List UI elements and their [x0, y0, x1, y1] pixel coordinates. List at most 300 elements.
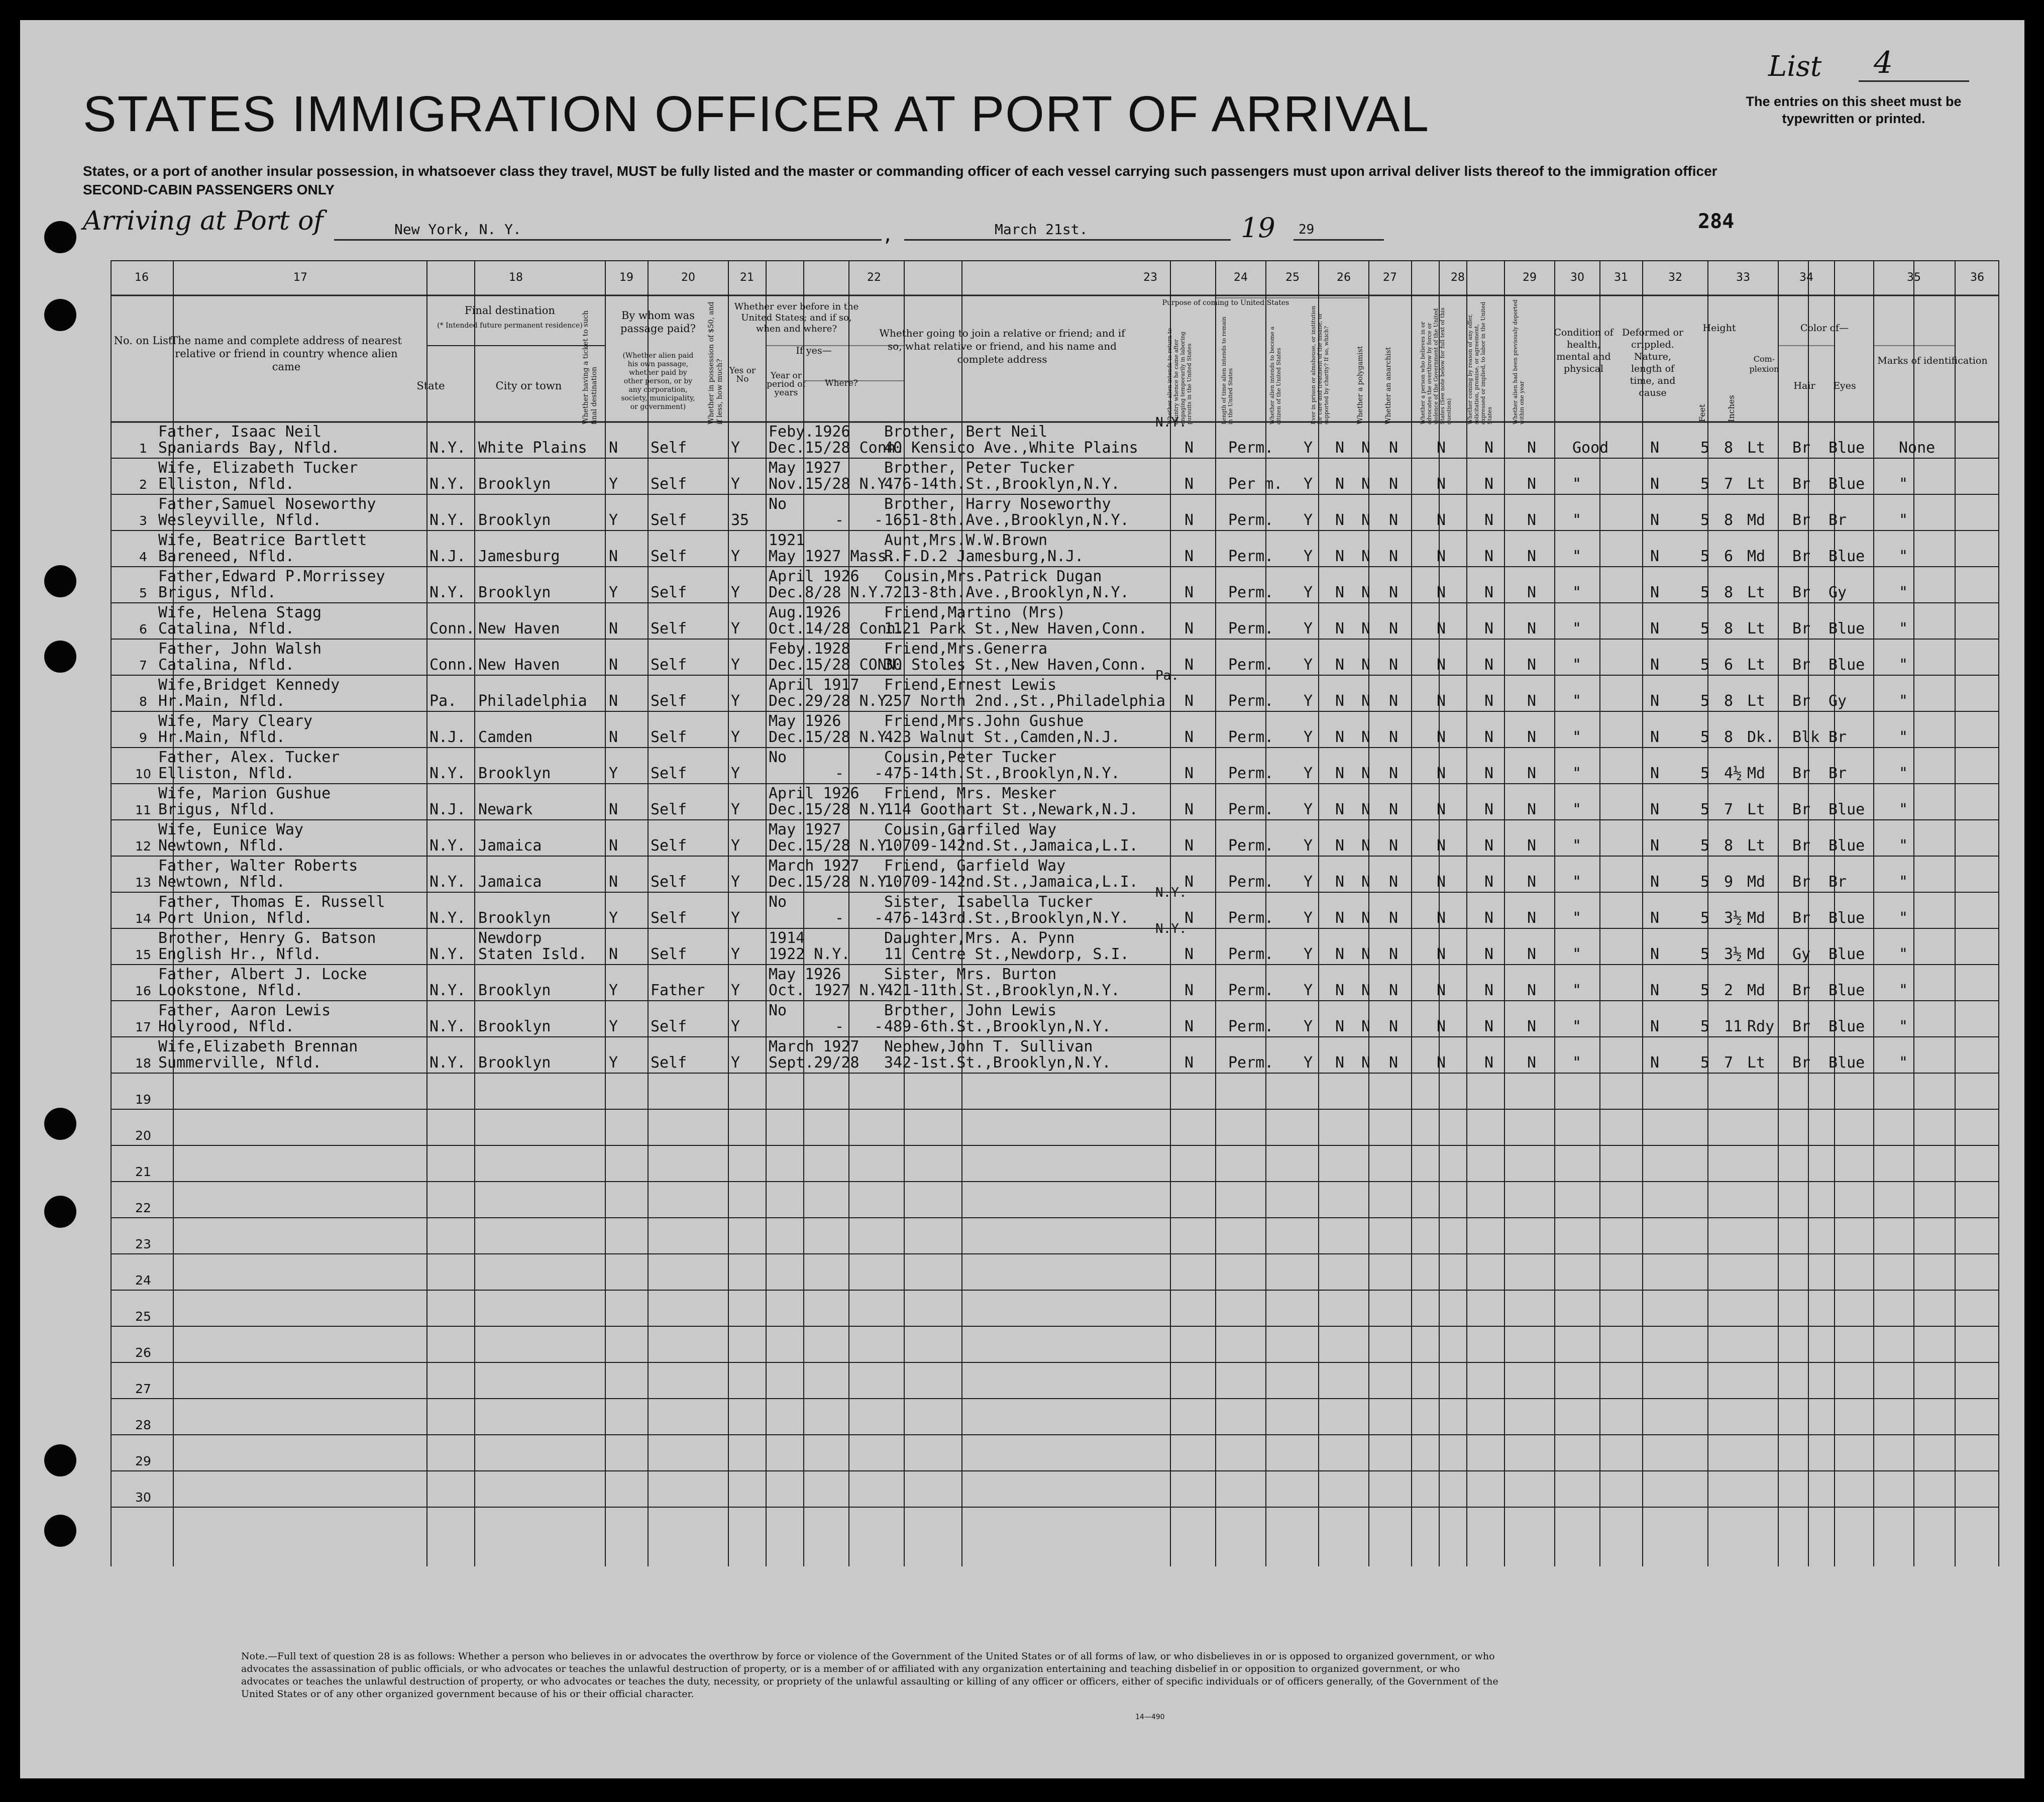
complexion: Md	[1747, 511, 1766, 529]
destination-state: Conn.	[429, 620, 475, 638]
eye-color: Blue	[1828, 909, 1865, 927]
cash-possession: Y	[731, 837, 740, 855]
destination-state: N.Y.	[429, 945, 466, 963]
before-in-us-year: No	[769, 749, 787, 766]
q30-deported: N	[1527, 728, 1537, 746]
joining-address: 1121 Park St.,New Haven,Conn.	[884, 620, 1147, 638]
relative-address: Newtown, Nfld.	[158, 837, 285, 855]
eye-color: Blue	[1828, 439, 1865, 457]
before-in-us-period: Dec.15/28 CONN.	[769, 656, 905, 674]
eye-color: Blue	[1828, 1018, 1865, 1035]
passage-paid-by: Self	[651, 656, 687, 674]
complexion: Lt	[1747, 801, 1766, 818]
hair-color: Br	[1792, 620, 1811, 638]
row-number: 23	[135, 1237, 151, 1251]
cash-possession: Y	[731, 728, 740, 746]
before-in-us-dash: -	[874, 765, 884, 782]
relative-name: Wife, Elizabeth Tucker	[158, 459, 358, 477]
complexion: Md	[1747, 945, 1766, 963]
height-inches: 8	[1724, 584, 1734, 601]
manifest-sheet	[20, 20, 2024, 1778]
height-feet: 5	[1700, 692, 1710, 710]
before-in-us-dash: -	[835, 1018, 844, 1035]
destination-state: N.Y.	[429, 475, 466, 493]
column-number: 27	[1383, 271, 1397, 284]
ticket-flag: N	[609, 692, 618, 710]
eye-color: Blue	[1828, 837, 1865, 855]
destination-state: Pa.	[429, 692, 457, 710]
joining-address: 40 Kensico Ave.,White Plains	[884, 439, 1138, 457]
before-in-us-period: Dec.15/28 N.Y.	[769, 837, 896, 855]
before-in-us-year: March 1927	[769, 1038, 859, 1055]
destination-city: New Haven	[478, 656, 560, 674]
column-number: 20	[681, 271, 695, 284]
q29-labor: N	[1484, 511, 1494, 529]
row-number: 30	[135, 1490, 151, 1505]
q29-labor: N	[1484, 692, 1494, 710]
destination-city: Brooklyn	[478, 1054, 551, 1072]
before-in-us-period: Oct.14/28 Conn.	[769, 620, 905, 638]
before-in-us-period: 1922 N.Y.	[769, 945, 850, 963]
q30-deported: N	[1527, 837, 1537, 855]
purpose-return: N	[1185, 656, 1194, 674]
purpose-return: N	[1185, 692, 1194, 710]
q27-anarchist: N	[1389, 728, 1398, 746]
header-hair: Hair	[1793, 380, 1815, 391]
height-feet: 5	[1700, 656, 1710, 674]
deformed-flag: N	[1650, 475, 1660, 493]
destination-city: Jamaica	[478, 837, 542, 855]
q25-prison: N	[1335, 982, 1345, 999]
destination-city: Newdorp	[478, 929, 542, 947]
health-condition: "	[1572, 765, 1582, 782]
joining-address: 476-14th.St.,Brooklyn,N.Y.	[884, 475, 1120, 493]
q27-anarchist: N	[1389, 511, 1398, 529]
arrival-year: 29	[1294, 219, 1384, 241]
height-feet: 5	[1700, 873, 1710, 891]
purpose-citizen: Y	[1304, 1018, 1313, 1035]
height-feet: 5	[1700, 982, 1710, 999]
identification-marks: "	[1899, 584, 1908, 601]
header-height: Height	[1702, 323, 1736, 334]
form-number: 14—490	[1135, 1713, 1165, 1721]
health-condition: Good	[1572, 439, 1609, 457]
q29-labor: N	[1484, 548, 1494, 565]
header-passage-note: (Whether alien paid his own passage, whether paid by other person, or by any corporation, society, municipality, or government)	[621, 352, 695, 411]
purpose-length: Perm.	[1228, 511, 1274, 529]
joining-relative: Brother, Harry Noseworthy	[884, 495, 1111, 513]
complexion: Lt	[1747, 620, 1766, 638]
purpose-return: N	[1185, 584, 1194, 601]
health-condition: "	[1572, 1054, 1582, 1072]
destination-state: N.Y.	[429, 873, 466, 891]
header-marks: Marks of identification	[1877, 355, 1988, 366]
purpose-citizen: Y	[1304, 620, 1313, 638]
height-feet: 5	[1700, 475, 1710, 493]
header-deformed: Deformed or crippled. Nature, length of time, and cause	[1622, 327, 1683, 398]
relative-name: Father, Aaron Lewis	[158, 1002, 331, 1019]
punch-hole	[44, 221, 76, 253]
passage-paid-by: Self	[651, 728, 687, 746]
ticket-flag: Y	[609, 1054, 618, 1072]
row-number: 25	[135, 1309, 151, 1324]
destination-city: Philadelphia	[478, 692, 587, 710]
q26-polygamist: N	[1361, 765, 1371, 782]
joining-address: 421-11th.St.,Brooklyn,N.Y.	[884, 982, 1120, 999]
q30-deported: N	[1527, 765, 1537, 782]
header-before: Whether ever before in the United States; and if so, when and where?	[734, 301, 859, 334]
q26-polygamist: N	[1361, 945, 1371, 963]
joining-relative: Brother, Peter Tucker	[884, 459, 1075, 477]
q25-prison: N	[1335, 475, 1345, 493]
identification-marks: "	[1899, 909, 1908, 927]
destination-state: N.Y.	[429, 584, 466, 601]
q30-deported: N	[1527, 945, 1537, 963]
destination-city: Jamaica	[478, 873, 542, 891]
purpose-citizen: Y	[1304, 656, 1313, 674]
hair-color: Br	[1792, 548, 1811, 565]
column-number: 28	[1451, 271, 1465, 284]
purpose-citizen: Y	[1304, 439, 1313, 457]
punch-hole	[44, 1444, 76, 1476]
header-yes-no: Yes or No	[729, 366, 756, 384]
destination-state: N.Y.	[429, 439, 466, 457]
destination-city: Brooklyn	[478, 1018, 551, 1035]
q26-polygamist: N	[1361, 1054, 1371, 1072]
q25-prison: N	[1335, 945, 1345, 963]
destination-state: N.J.	[429, 728, 466, 746]
relative-address: Newtown, Nfld.	[158, 873, 285, 891]
row-number: 17	[135, 1020, 151, 1034]
complexion: Lt	[1747, 837, 1766, 855]
header-joining: Whether going to join a relative or friend; and if so, what relative or friend, and his name and complete address	[879, 327, 1125, 365]
cash-possession: Y	[731, 439, 740, 457]
column-number: 24	[1234, 271, 1248, 284]
q30-deported: N	[1527, 801, 1537, 818]
relative-address: Summerville, Nfld.	[158, 1054, 322, 1072]
header-state: State	[416, 380, 445, 392]
eye-color: Blue	[1828, 945, 1865, 963]
before-in-us-year: No	[769, 893, 787, 911]
purpose-citizen: Y	[1304, 945, 1313, 963]
relative-address: Catalina, Nfld.	[158, 656, 294, 674]
health-condition: "	[1572, 620, 1582, 638]
destination-state: N.Y.	[429, 1054, 466, 1072]
q26-polygamist: N	[1361, 801, 1371, 818]
q27-anarchist: N	[1389, 1018, 1398, 1035]
identification-marks: "	[1899, 1054, 1908, 1072]
destination-state: N.Y.	[429, 765, 466, 782]
ticket-flag: N	[609, 801, 618, 818]
row-number: 2	[139, 477, 147, 492]
header-complexion: Com- plexion	[1749, 354, 1779, 374]
destination-city: New Haven	[478, 620, 560, 638]
q25-prison: N	[1335, 909, 1345, 927]
destination-city: Brooklyn	[478, 475, 551, 493]
identification-marks: "	[1899, 982, 1908, 999]
q27-anarchist: N	[1389, 1054, 1398, 1072]
ticket-flag: N	[609, 439, 618, 457]
q30-deported: N	[1527, 475, 1537, 493]
height-feet: 5	[1700, 728, 1710, 746]
before-in-us-year: 1914	[769, 929, 805, 947]
deformed-flag: N	[1650, 801, 1660, 818]
joining-relative: Daughter,Mrs. A. Pynn	[884, 929, 1075, 947]
purpose-citizen: Y	[1304, 475, 1313, 493]
height-inches: 2	[1724, 982, 1734, 999]
cash-possession: Y	[731, 909, 740, 927]
ticket-flag: Y	[609, 765, 618, 782]
purpose-length: Perm.	[1228, 620, 1274, 638]
passage-paid-by: Self	[651, 620, 687, 638]
joining-address: 30 Stoles St.,New Haven,Conn.	[884, 656, 1147, 674]
row-number: 4	[139, 550, 147, 564]
column-number: 35	[1907, 271, 1921, 284]
height-feet: 5	[1700, 584, 1710, 601]
destination-city: Newark	[478, 801, 533, 818]
deformed-flag: N	[1650, 511, 1660, 529]
header-passage: By whom was passage paid?	[620, 309, 696, 335]
q30-deported: N	[1527, 620, 1537, 638]
row-number: 8	[139, 694, 147, 709]
header-feet: Feet	[1697, 404, 1707, 422]
q28-overthrow: N	[1437, 620, 1446, 638]
q28-overthrow: N	[1437, 439, 1446, 457]
destination-state: N.Y.	[429, 909, 466, 927]
health-condition: "	[1572, 692, 1582, 710]
before-in-us-dash: -	[874, 909, 884, 927]
q29-labor: N	[1484, 656, 1494, 674]
purpose-length: Perm.	[1228, 656, 1274, 674]
deformed-flag: N	[1650, 584, 1660, 601]
destination-city: Brooklyn	[478, 765, 551, 782]
joining-relative: Friend,Mrs.John Gushue	[884, 712, 1084, 730]
identification-marks: "	[1899, 511, 1908, 529]
q28-overthrow: N	[1437, 511, 1446, 529]
header-color-of: Color of—	[1800, 323, 1849, 334]
joining-relative: Cousin,Peter Tucker	[884, 749, 1057, 766]
identification-marks: "	[1899, 945, 1908, 963]
identification-marks: "	[1899, 548, 1908, 565]
relative-address: Wesleyville, Nfld.	[158, 511, 322, 529]
height-feet: 5	[1700, 620, 1710, 638]
row-number: 7	[139, 658, 147, 673]
before-in-us-year: May 1927	[769, 459, 841, 477]
q26-polygamist: N	[1361, 1018, 1371, 1035]
header-final-destination: Final destination	[465, 304, 555, 316]
arriving-label: Arriving at Port of	[83, 206, 324, 236]
cash-possession: Y	[731, 1018, 740, 1035]
height-inches: 3½	[1724, 909, 1743, 927]
before-in-us-period: Dec.15/28 N.Y.	[769, 873, 896, 891]
column-number: 34	[1799, 271, 1813, 284]
purpose-length: Perm.	[1228, 1054, 1274, 1072]
q28-overthrow: N	[1437, 475, 1446, 493]
height-inches: 8	[1724, 511, 1734, 529]
before-in-us-period: Dec.15/28 Conn.	[769, 439, 905, 457]
relative-address: Spaniards Bay, Nfld.	[158, 439, 340, 457]
ticket-flag: Y	[609, 511, 618, 529]
header-if-yes: If yes—	[796, 345, 832, 356]
q27-anarchist: N	[1389, 692, 1398, 710]
joining-relative: Friend,Martino (Mrs)	[884, 604, 1066, 621]
relative-name: Wife,Elizabeth Brennan	[158, 1038, 358, 1055]
header-year-period: Year or period of years	[767, 371, 806, 398]
purpose-citizen: Y	[1304, 982, 1313, 999]
height-inches: 3½	[1724, 945, 1743, 963]
column-number: 30	[1570, 271, 1584, 284]
purpose-length: Perm.	[1228, 982, 1274, 999]
header-no-on-list: No. on List	[114, 335, 173, 347]
joining-address-extra: N.Y.	[1155, 885, 1187, 900]
before-in-us-period: Sept.29/28	[769, 1054, 859, 1072]
column-number: 33	[1736, 271, 1750, 284]
joining-address: 11 Centre St.,Newdorp, S.I.	[884, 945, 1129, 963]
ticket-flag: N	[609, 945, 618, 963]
relative-name: Wife, Eunice Way	[158, 821, 303, 838]
height-inches: 7	[1724, 475, 1734, 493]
q30-deported: N	[1527, 656, 1537, 674]
cash-possession: Y	[731, 873, 740, 891]
subtitle: States, or a port of another insular possession, in whatsoever class they travel, MUST be fully listed and the master or commanding officer of each vessel carrying such passengers must upon arrival deliver lists thereof to the immigration officer	[83, 163, 1717, 179]
deformed-flag: N	[1650, 728, 1660, 746]
q29-labor: N	[1484, 584, 1494, 601]
destination-city: Camden	[478, 728, 533, 746]
header-prison: Ever in prison or almshouse, or institution for care and treatment of the insane, or supported by charity? If so, which?	[1310, 305, 1330, 425]
header-city: City or town	[495, 380, 562, 392]
complexion: Lt	[1747, 1054, 1766, 1072]
purpose-length: Perm.	[1228, 873, 1274, 891]
purpose-return: N	[1185, 945, 1194, 963]
identification-marks: None	[1899, 439, 1935, 457]
sheet-number: 284	[1698, 210, 1735, 233]
row-number: 28	[135, 1418, 151, 1432]
eye-color: Blue	[1828, 1054, 1865, 1072]
complexion: Lt	[1747, 439, 1766, 457]
q29-labor: N	[1484, 982, 1494, 999]
height-inches: 7	[1724, 801, 1734, 818]
destination-city: Jamesburg	[478, 548, 560, 565]
height-feet: 5	[1700, 1054, 1710, 1072]
q27-anarchist: N	[1389, 475, 1398, 493]
q27-anarchist: N	[1389, 837, 1398, 855]
hair-color: Br	[1792, 982, 1811, 999]
column-number: 18	[509, 271, 523, 284]
purpose-length: Perm.	[1228, 548, 1274, 565]
joining-relative: Sister, Mrs. Burton	[884, 966, 1057, 983]
complexion: Md	[1747, 982, 1766, 999]
row-number: 14	[135, 911, 151, 926]
height-inches: 6	[1724, 548, 1734, 565]
height-feet: 5	[1700, 548, 1710, 565]
eye-color: Br	[1828, 511, 1847, 529]
cash-possession: Y	[731, 584, 740, 601]
height-feet: 5	[1700, 765, 1710, 782]
health-condition: "	[1572, 511, 1582, 529]
row-number: 20	[135, 1128, 151, 1143]
q30-deported: N	[1527, 909, 1537, 927]
joining-address: 10709-142nd.St.,Jamaica,L.I.	[884, 873, 1138, 891]
header-inches: Inches	[1727, 395, 1736, 422]
health-condition: "	[1572, 801, 1582, 818]
eye-color: Br	[1828, 765, 1847, 782]
q26-polygamist: N	[1361, 548, 1371, 565]
before-in-us-dash: -	[835, 765, 844, 782]
joining-address: R.F.D.2 Jamesburg,N.J.	[884, 548, 1084, 565]
ticket-flag: N	[609, 620, 618, 638]
q27-anarchist: N	[1389, 909, 1398, 927]
deformed-flag: N	[1650, 945, 1660, 963]
destination-state: N.Y.	[429, 837, 466, 855]
before-in-us-dash: -	[835, 909, 844, 927]
row-number: 11	[135, 803, 151, 817]
before-in-us-period: Dec.29/28 N.Y.	[769, 692, 896, 710]
typewritten-instruction: The entries on this sheet must be typewritten or printed.	[1746, 94, 1962, 126]
purpose-citizen: Y	[1304, 548, 1313, 565]
q27-anarchist: N	[1389, 439, 1398, 457]
purpose-return: N	[1185, 909, 1194, 927]
relative-name: Father, Thomas E. Russell	[158, 893, 385, 911]
complexion: Md	[1747, 873, 1766, 891]
eye-color: Blue	[1828, 656, 1865, 674]
q26-polygamist: N	[1361, 620, 1371, 638]
before-in-us-period: May 1927 Mass.	[769, 548, 896, 565]
health-condition: "	[1572, 982, 1582, 999]
eye-color: Gy	[1828, 584, 1847, 601]
q25-prison: N	[1335, 873, 1345, 891]
passage-paid-by: Self	[651, 1054, 687, 1072]
health-condition: "	[1572, 548, 1582, 565]
relative-name: Father, Alex. Tucker	[158, 749, 340, 766]
q27-anarchist: N	[1389, 548, 1398, 565]
cash-possession: Y	[731, 548, 740, 565]
height-inches: 4½	[1724, 765, 1743, 782]
purpose-return: N	[1185, 439, 1194, 457]
complexion: Lt	[1747, 692, 1766, 710]
hair-color: Br	[1792, 837, 1811, 855]
q29-labor: N	[1484, 620, 1494, 638]
passage-paid-by: Self	[651, 692, 687, 710]
identification-marks: "	[1899, 728, 1908, 746]
q30-deported: N	[1527, 548, 1537, 565]
relative-name: Wife, Helena Stagg	[158, 604, 322, 621]
joining-relative: Friend,Mrs.Generra	[884, 640, 1048, 658]
hair-color: Br	[1792, 909, 1811, 927]
height-inches: 8	[1724, 439, 1734, 457]
joining-address: 114 Goothart St.,Newark,N.J.	[884, 801, 1138, 818]
eye-color: Blue	[1828, 620, 1865, 638]
header-q30: Whether alien had been previously deported within one year	[1512, 299, 1525, 425]
health-condition: "	[1572, 873, 1582, 891]
purpose-length: Perm.	[1228, 765, 1274, 782]
cash-possession: Y	[731, 656, 740, 674]
before-in-us-year: May 1927	[769, 821, 841, 838]
q25-prison: N	[1335, 692, 1345, 710]
row-number: 9	[139, 730, 147, 745]
ticket-flag: N	[609, 548, 618, 565]
row-number: 12	[135, 839, 151, 854]
hair-color: Br	[1792, 692, 1811, 710]
deformed-flag: N	[1650, 1018, 1660, 1035]
q30-deported: N	[1527, 692, 1537, 710]
destination-state: N.J.	[429, 801, 466, 818]
passage-paid-by: Self	[651, 548, 687, 565]
column-number: 29	[1523, 271, 1537, 284]
height-feet: 5	[1700, 909, 1710, 927]
row-number: 29	[135, 1454, 151, 1468]
row-number: 22	[135, 1201, 151, 1215]
q25-prison: N	[1335, 1018, 1345, 1035]
